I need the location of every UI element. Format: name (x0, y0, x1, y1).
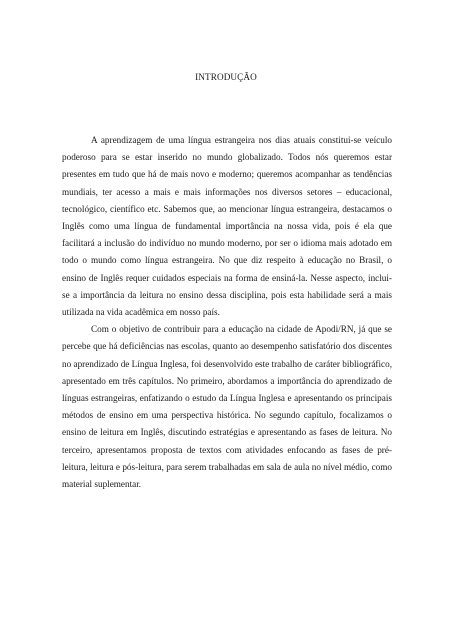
body-text (62, 132, 392, 493)
paragraph-2: Com o objetivo de contribuir para a educação na cidade de Apodi/RN, já que se percebe que há deficiências nas escolas, quanto ao desempenho satisfatório dos discentes no aprendizado de Língua Inglesa, foi desenvolvido este trabalho de caráter bibliográfico, apresentado em três capítulos. No primeiro, abordamos a importância do aprendizado de línguas estrangeiras, enfatizando o estudo da Língua Inglesa e apresentando os principais métodos de ensino em uma perspectiva histórica. No segundo capítulo, focalizamos o ensino de leitura em Inglês, discutindo estratégias e apresentando as fases de leitura. No terceiro, apresentamos proposta de textos com atividades enfocando as fases de pré-leitura, leitura e pós-leitura, para serem trabalhadas em sala de aula no nível médio, como material suplementar. (62, 324, 392, 490)
page-title: INTRODUÇÃO (195, 72, 257, 82)
paragraph-1: A aprendizagem de uma língua estrangeira nos dias atuais constitui-se veículo poderoso para se estar inserido no mundo globalizado. Todos nós queremos estar presentes em tudo que há de mais novo e moderno; queremos acompanhar as tendências mundiais, ter acesso a mais e mais informações nos diversos setores – educacional, tecnológico, científico etc. Sabemos que, ao mencionar língua estrangeira, destacamos o Inglês como uma língua de fundamental importância na nossa vida, pois é ela que facilitará a inclusão do indivíduo no mundo moderno, por ser o idioma mais adotado em todo o mundo como língua estrangeira. No que diz respeito à educação no Brasil, o ensino de Inglês requer cuidados especiais na forma de ensiná-la. Nesse aspecto, inclui-se a importância da leitura no ensino dessa disciplina, pois esta habilidade será a mais utilizada na vida acadêmica em nosso país. (62, 135, 392, 318)
